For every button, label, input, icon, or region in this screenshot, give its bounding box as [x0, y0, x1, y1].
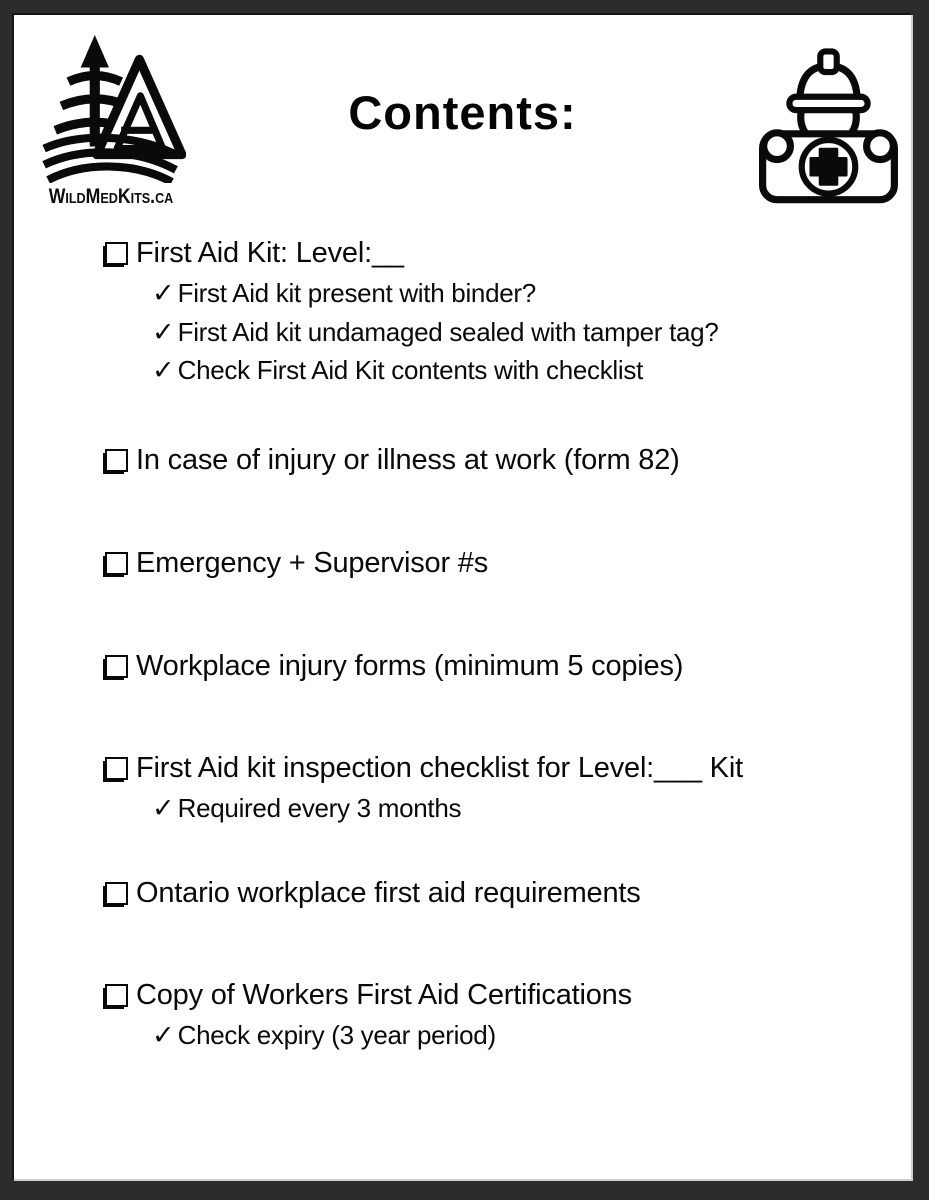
subitem-label: Required every 3 months: [177, 793, 462, 823]
subitem-label: First Aid kit present with binder?: [177, 278, 536, 308]
checkmark-icon: ✓: [152, 355, 175, 385]
subitem-group: [152, 274, 891, 390]
checklist-subitem: [152, 351, 891, 390]
checkbox-icon: [105, 449, 128, 472]
checkbox-icon: [105, 552, 128, 575]
checklist-item-label: Copy of Workers First Aid Certifications: [136, 979, 632, 1011]
checkmark-icon: ✓: [152, 1020, 175, 1050]
checkmark-icon: ✓: [152, 316, 175, 347]
subitem-group: [152, 1016, 891, 1055]
checklist-subitem: [152, 1016, 891, 1055]
checkbox-icon: [105, 655, 128, 678]
checkmark-icon: ✓: [152, 793, 175, 823]
brand-text: WildMedKits.ca: [48, 185, 174, 208]
checklist: [14, 15, 911, 1179]
checklist-item-label: Ontario workplace first aid requirements: [136, 877, 641, 909]
checklist-subitem: [152, 313, 891, 352]
checklist-item-label: Emergency + Supervisor #s: [136, 547, 489, 579]
checklist-item: [102, 748, 891, 828]
checkbox-icon: [105, 242, 128, 265]
checklist-item: [102, 440, 891, 481]
checklist-item-label: First Aid Kit: Level:__: [136, 237, 404, 269]
checklist-item: [102, 646, 891, 687]
checklist-item-label: In case of injury or illness at work (form 82): [136, 444, 680, 476]
checklist-item: [102, 975, 891, 1055]
checklist-subitem: [152, 274, 891, 313]
checklist-subitem: [152, 789, 891, 828]
checkbox-icon: [105, 984, 128, 1007]
checklist-item-label: First Aid kit inspection checklist for Level:___ Kit: [136, 752, 743, 784]
checklist-item: [102, 873, 891, 914]
checkbox-icon: [105, 882, 128, 905]
checklist-item: [102, 543, 891, 584]
subitem-group: [152, 789, 891, 828]
checklist-item-label: Workplace injury forms (minimum 5 copies): [136, 650, 684, 682]
document-page: [12, 13, 911, 1179]
checkmark-icon: ✓: [152, 278, 175, 308]
subitem-label: Check First Aid Kit contents with checklist: [177, 355, 644, 385]
subitem-label: First Aid kit undamaged sealed with tamper tag?: [177, 316, 719, 347]
subitem-label: Check expiry (3 year period): [177, 1020, 496, 1050]
checklist-item: [102, 233, 891, 390]
page-title: Contents:: [348, 86, 577, 139]
checkbox-icon: [105, 757, 128, 780]
